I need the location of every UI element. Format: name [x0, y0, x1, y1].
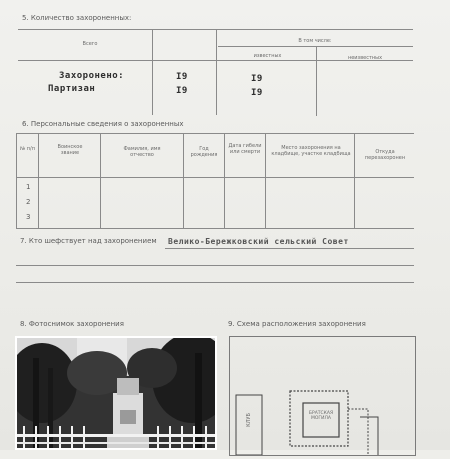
section-8-title: 8. Фотоснимок захоронения — [20, 320, 124, 328]
scheme-drawing — [230, 337, 415, 455]
header-number: № п/п — [19, 146, 35, 152]
fill-line — [165, 248, 414, 249]
header-burial-place: Место захоронения на кладбище, участке кладбища — [271, 145, 351, 157]
table-line — [152, 29, 153, 115]
col-including-header: В том числе: — [298, 38, 332, 44]
patron-value: Велико-Бережковский сельский Совет — [168, 237, 349, 246]
row-partisans-known: I9 — [251, 88, 263, 98]
fill-line — [16, 265, 414, 266]
row-number: 1 — [26, 183, 31, 191]
table-line — [38, 133, 39, 228]
row-buried-label: Захоронено: — [59, 71, 125, 81]
table-line — [216, 29, 217, 115]
col-known-header: известных — [253, 53, 282, 59]
row-buried-total: I9 — [176, 72, 188, 82]
header-death-date: Дата гибели или смерти — [228, 143, 262, 155]
grave-photo — [15, 336, 217, 450]
table-line — [16, 228, 414, 229]
table-line — [100, 133, 101, 228]
club-label: КЛУБ — [246, 413, 252, 427]
row-number: 3 — [26, 213, 31, 221]
table-line — [354, 133, 355, 228]
header-rank: Воинское звание — [57, 144, 83, 156]
section-5-title: 5. Количество захороненных: — [22, 14, 132, 22]
grave-label-line-2: МОГИЛА — [311, 416, 331, 421]
header-reburied-from: Откуда перезахоронен — [364, 149, 406, 161]
table-line — [183, 133, 184, 228]
row-partisans-total: I9 — [176, 86, 188, 96]
row-partisans-label: Партизан — [48, 84, 96, 94]
section-7-title: 7. Кто шефствует над захоронением — [20, 237, 157, 245]
location-scheme — [229, 336, 416, 456]
grave-label — [303, 411, 339, 421]
table-line — [265, 133, 266, 228]
header-birth-year: Год рождения — [190, 146, 218, 158]
section-9-title: 9. Схема расположения захоронения — [228, 320, 366, 328]
row-number: 2 — [26, 198, 31, 206]
row-buried-known: I9 — [251, 74, 263, 84]
fill-line — [16, 282, 414, 283]
grave-label-line-1: БРАТСКАЯ — [308, 411, 334, 416]
table-line — [224, 133, 225, 228]
table-line — [316, 46, 317, 116]
section-6-title: 6. Персональные сведения о захороненных — [22, 120, 184, 128]
grave-photo-image — [17, 338, 215, 448]
col-total-header: Всего — [82, 41, 98, 47]
col-unknown-header: неизвестных — [347, 55, 383, 61]
header-name: Фамилия, имя отчество — [123, 146, 161, 158]
